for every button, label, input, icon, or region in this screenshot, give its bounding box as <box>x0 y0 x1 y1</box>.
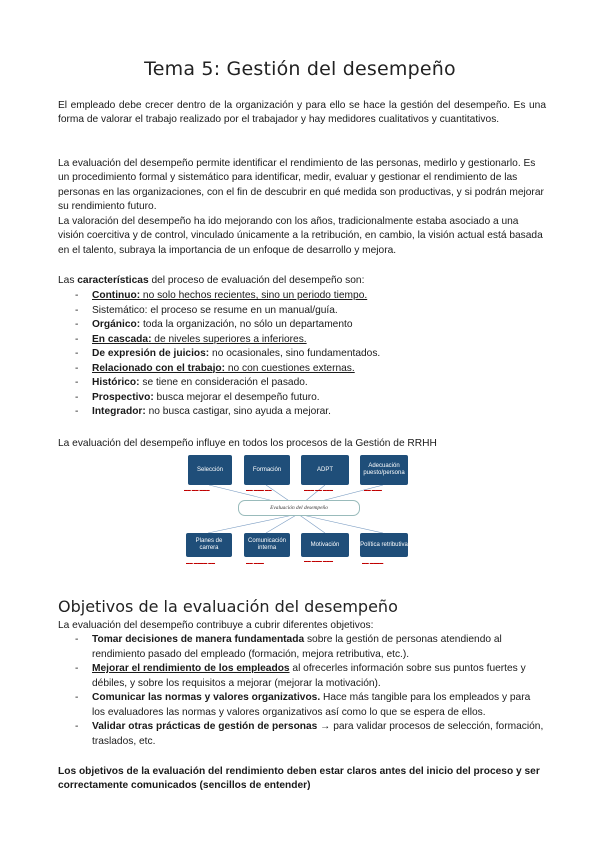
objective-item <box>58 720 546 749</box>
valoracion-paragraph: La valoración del desempeño ha ido mejorando con los años, tradicionalmente estaba asociado a una visión coercitiva y de control, vinculado únicamente a la retribución, en cambio, la visión actual está basada en el talento, subraya la importancia de un enfoque de desarrollo y mejora. <box>58 216 543 256</box>
objective-text: Hace más tangible para los empleados y para los evaluadores las normas y valores organizativos así como lo que se espera de ellos. <box>92 692 531 718</box>
diagram-box-politica: Política retributiva <box>360 533 408 557</box>
objective-text: al ofrecerles información sobre sus puntos fuertes y débiles, y sobre los requisitos a mejorar (mejorar la motivación). <box>92 663 526 689</box>
characteristic-term: Histórico: <box>92 377 140 388</box>
characteristic-text: no busca castigar, sino ayuda a mejorar. <box>145 406 331 417</box>
diagram-box-adpt: ADPT <box>301 455 349 485</box>
influence-sentence: La evaluación del desempeño influye en todos los procesos de la Gestión de RRHH <box>58 438 437 449</box>
diagram-box-planes-carrera: Planes de carrera <box>186 533 232 557</box>
characteristic-item <box>58 391 546 406</box>
objective-text: sobre la gestión de personas atendiendo al rendimiento pasado del empleado (formación, mejora retributiva, etc.). <box>92 634 502 660</box>
characteristic-item <box>58 376 546 391</box>
characteristic-text: no ocasionales, sino fundamentados. <box>209 348 381 359</box>
page-title: Tema 5: Gestión del desempeño <box>144 58 456 80</box>
diagram-center-label: Evaluación del desempeño <box>238 500 360 516</box>
characteristic-text: se tiene en consideración el pasado. <box>139 377 308 388</box>
characteristic-term: Relacionado con el trabajo: <box>92 362 226 374</box>
characteristic-item <box>58 318 546 333</box>
characteristic-text: no con cuestiones externas. <box>225 362 355 374</box>
characteristics-lead-before: Las <box>58 275 78 286</box>
diagram-box-adecuacion: Adecuación puesto/persona <box>360 455 408 485</box>
characteristic-item <box>58 347 546 362</box>
objective-term: Validar otras prácticas de gestión de personas <box>92 721 318 732</box>
objective-item <box>58 633 546 662</box>
diagram-note-placeholder: ▬▬ ▬▬▬▬ ▬▬ <box>186 561 216 565</box>
diagram-box-formacion: Formación <box>244 455 290 485</box>
characteristic-term: Prospectivo: <box>92 391 154 403</box>
diagram-note-placeholder: ▬▬ ▬▬▬ <box>246 561 264 565</box>
objectives-closing: Los objetivos de la evaluación del rendimiento deben estar claros antes del inicio del proceso y ser correctamente comunicados (sencillos de entender) <box>58 766 540 792</box>
intro-paragraph: El empleado debe crecer dentro de la organización y para ello se hace la gestión del desempeño. Es una forma de valorar el trabajo realizado por el trabajador y hay medidores cualitativos y cuantitativos. <box>58 100 546 126</box>
characteristic-text: de niveles superiores a inferiores. <box>151 333 307 345</box>
objectives-list <box>58 633 546 749</box>
objective-item <box>58 691 546 720</box>
objectives-heading: Objetivos de la evaluación del desempeño <box>58 597 398 616</box>
objective-term: Mejorar el rendimiento de los empleados <box>92 663 290 674</box>
characteristic-term: En cascada: <box>92 333 152 345</box>
diagram-note-placeholder: ▬▬ ▬▬▬ <box>364 488 382 492</box>
objective-term: Comunicar las normas y valores organizativos. <box>92 692 321 703</box>
characteristics-lead <box>58 274 546 288</box>
characteristics-lead-after: del proceso de evaluación del desempeño son: <box>148 275 365 286</box>
diagram-note-placeholder: ▬▬ ▬▬ ▬▬▬ <box>184 488 210 492</box>
characteristic-term: Orgánico: <box>92 319 141 330</box>
characteristics-list <box>58 289 546 420</box>
diagram-note-placeholder: ▬▬ ▬▬▬ ▬▬▬ <box>304 559 334 563</box>
characteristic-term: Integrador: <box>92 406 146 417</box>
diagram-box-motivacion: Motivación <box>301 533 349 557</box>
diagram-box-comunicacion: Comunicación interna <box>244 533 290 557</box>
evaluation-paragraph: La evaluación del desempeño permite identificar el rendimiento de las personas, medirlo y gestionarlo. Es un procedimiento formal y sistemático para identificar, medir, evaluar y gestionar el rendimiento de las personas en las organizaciones, con el fin de descubrir en qué medida son productivas, y si podrán mejorar su rendimiento futuro. <box>58 158 544 213</box>
characteristic-item <box>58 289 546 304</box>
characteristic-text: toda la organización, no sólo un departamento <box>140 319 353 330</box>
objectives-lead: La evaluación del desempeño contribuye a cubrir diferentes objetivos: <box>58 620 374 631</box>
diagram-note-placeholder: ▬▬ ▬▬▬ ▬▬ <box>246 488 272 492</box>
characteristic-text: no solo hechos recientes, sino un periodo tiempo. <box>140 290 368 301</box>
diagram-box-seleccion: Selección <box>188 455 232 485</box>
objective-text: → para validar procesos de selección, formación, traslados, etc. <box>92 721 544 747</box>
characteristics-lead-bold: características <box>77 275 149 286</box>
characteristic-item <box>58 333 546 348</box>
diagram-note-placeholder: ▬▬▬ ▬▬ ▬▬▬ <box>304 488 334 492</box>
characteristic-text: Sistemático: el proceso se resume en un manual/guía. <box>92 304 338 316</box>
hr-process-diagram <box>180 451 411 584</box>
characteristic-item <box>58 304 546 319</box>
diagram-note-placeholder: ▬▬ ▬▬▬▬ <box>362 561 384 565</box>
objective-item <box>58 662 546 691</box>
characteristic-text: busca mejorar el desempeño futuro. <box>153 391 320 403</box>
objective-term: Tomar decisiones de manera fundamentada <box>92 634 305 645</box>
characteristic-item <box>58 405 546 420</box>
characteristic-term: Continuo: <box>92 290 141 301</box>
characteristic-item <box>58 362 546 377</box>
characteristic-term: De expresión de juicios: <box>92 348 210 359</box>
